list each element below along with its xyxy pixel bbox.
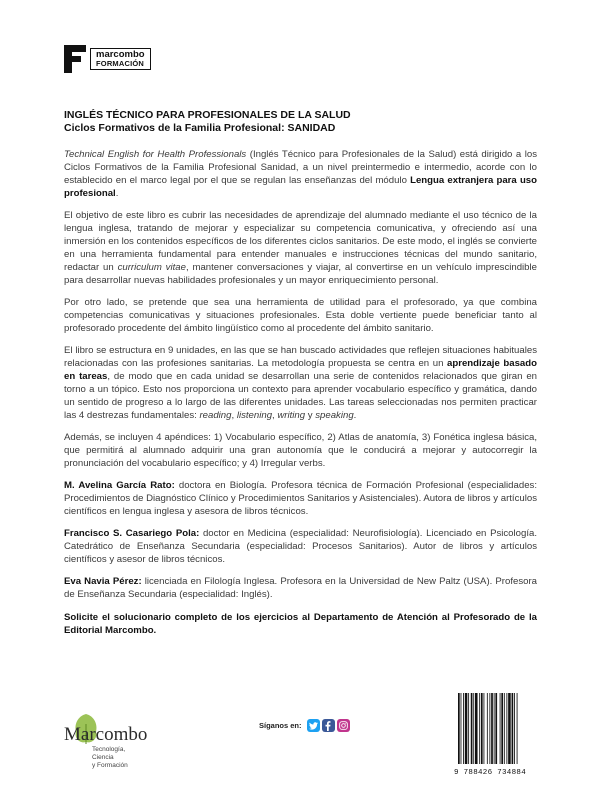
publisher-logo bbox=[64, 45, 151, 73]
book-title: INGLÉS TÉCNICO PARA PROFESIONALES DE LA SALUD bbox=[64, 109, 351, 121]
publisher-logo-line2: FORMACIÓN bbox=[96, 58, 145, 68]
follow-label: Síganos en: bbox=[259, 721, 302, 730]
social-links bbox=[259, 719, 352, 732]
paragraph-appendices: Además, se incluyen 4 apéndices: 1) Vocabulario específico, 2) Atlas de anatomía, 3) Fonética inglesa básica, que permitirá al alumnado adquirir una gran autonomía que le conducirá a mejorar y autocorregir la pronunciación del vocabulario específico; y 4) Irregular verbs. bbox=[64, 432, 537, 469]
instagram-icon[interactable] bbox=[337, 719, 350, 732]
twitter-icon[interactable] bbox=[307, 719, 320, 732]
f-logo-icon bbox=[64, 45, 86, 73]
marcombo-tagline: Tecnología, Ciencia y Formación bbox=[92, 746, 128, 769]
isbn-digits: 9 788426 734884 bbox=[454, 769, 527, 777]
paragraph-structure: El libro se estructura en 9 unidades, en las que se han buscado actividades que reflejen situaciones habituales relacionadas con las profesiones sanitarias. La metodología propuesta se centra en un aprendizaje basado en tareas, de modo que en cada unidad se desarrollan una serie de contenidos relacionados que giran en torno a un tópico. Esto nos proporciona un contexto para aprender vocabulario específico y gramática, dando un sentido de progreso a lo largo de las diferentes unidades. Las tareas seleccionadas nos permiten practicar las 4 destrezas fundamentales: reading, listening, writing y speaking. bbox=[64, 345, 538, 421]
publisher-logo-line1: marcombo bbox=[96, 49, 145, 60]
paragraph-intro: Technical English for Health Professionals (Inglés Técnico para Profesionales de la Salud) está dirigido a los Ciclos Formativos de la Familia Profesional Sanidad, a un nivel preintermedio e intermedio, acorde con lo establecido en el marco legal por el que se regulan las enseñanzas del módulo Lengua extranjera para uso profesional. bbox=[64, 149, 537, 199]
marcombo-brand: Marcombo bbox=[64, 724, 148, 745]
paragraph-teachers: Por otro lado, se pretende que sea una herramienta de utilidad para el profesorado, ya que combina competencias comunicativas y situaciones profesionales. Esta doble vertiente puede beneficiar tanto al profesorado procedente del ámbito lingüístico como al procedente del ámbito sanitario. bbox=[64, 297, 537, 334]
author-navia-perez: Eva Navia Pérez: licenciada en Filología Inglesa. Profesora en la Universidad de New Paltz (USA). Profesora de Enseñanza Secundaria (especialidad: Inglés). bbox=[64, 576, 538, 600]
back-cover-text bbox=[64, 109, 537, 646]
publisher-logo-box bbox=[90, 48, 151, 70]
marcombo-footer-logo bbox=[64, 716, 174, 776]
author-garcia-rato: M. Avelina García Rato: doctora en Biología. Profesora técnica de Formación Profesional (especialidades: Procedimientos de Diagnóstico Clínico y Procedimientos Sanitarios y Asistenciales). Autora de libros y artículos científicos en lengua inglesa y asesora de libros técnicos. bbox=[64, 480, 537, 517]
facebook-icon[interactable] bbox=[322, 719, 335, 732]
paragraph-objective: El objetivo de este libro es cubrir las necesidades de aprendizaje del alumnado mediante el uso técnico de la lengua inglesa, tratando de mejorar y especializar su competencia comunicativa, y ofreciendo así una inmersión en los contenidos específicos de los diferentes ciclos sanitarios. De este modo, el inglés se convierte en una herramienta fundamental para entender manuales e instrucciones técnicas del mundo sanitario, redactar un curriculum vitae, mantener conversaciones y viajar, al convertirse en un vehículo imprescindible para desarrollar nuevas habilidades profesionales y un mayor enriquecimiento personal. bbox=[64, 210, 538, 286]
author-casariego-pola: Francisco S. Casariego Pola: doctor en Medicina (especialidad: Neurofisiología). Licenciado en Psicología. Catedrático de Enseñanza Secundaria (especialidad: Procesos Sanitarios). Autor de libros y artículos científicos y asesor de libros técnicos. bbox=[64, 528, 537, 565]
book-subtitle: Ciclos Formativos de la Familia Profesional: SANIDAD bbox=[64, 122, 336, 134]
solutions-notice: Solicite el solucionario completo de los ejercicios al Departamento de Atención al Profesorado de la Editorial Marcombo. bbox=[64, 612, 537, 636]
barcode-icon bbox=[457, 693, 539, 764]
